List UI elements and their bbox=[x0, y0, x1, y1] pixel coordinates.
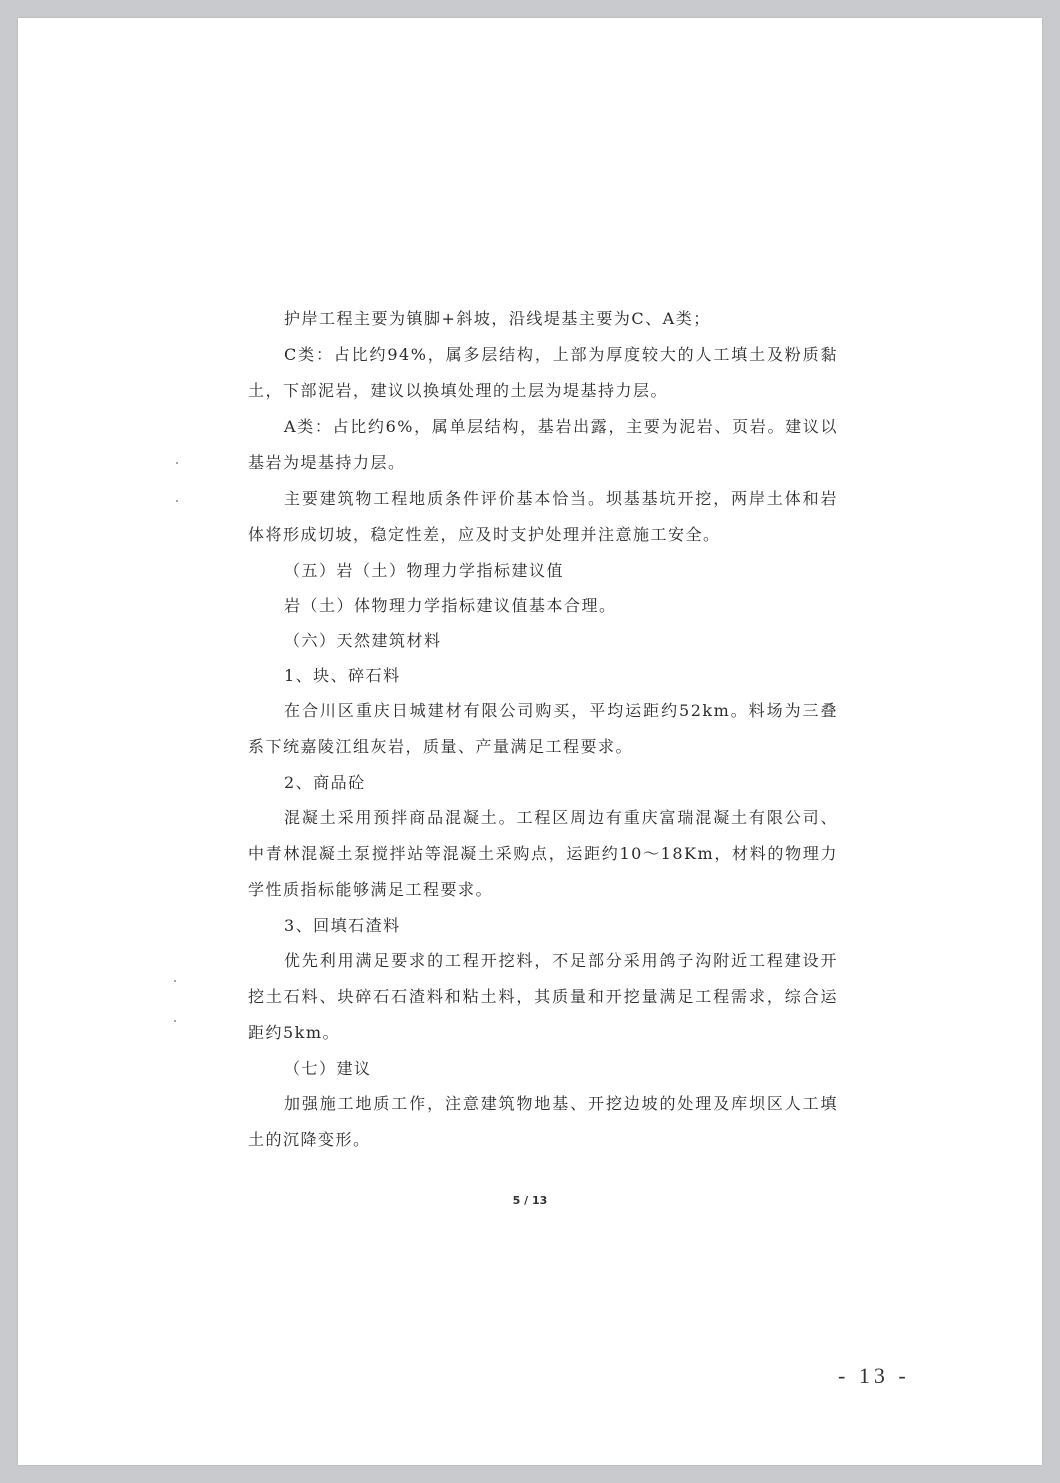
section-heading: （六）天然建筑材料 bbox=[284, 631, 442, 650]
outer-page-number: - 13 - bbox=[838, 1363, 910, 1388]
section-heading: （七）建议 bbox=[284, 1059, 372, 1078]
paragraph: 在合川区重庆日城建材有限公司购买，平均运距约52km。料场为三叠系下统嘉陵江组灰岩，质量、产量满足工程要求。 bbox=[248, 701, 838, 756]
subsection-heading: 2、商品砼 bbox=[284, 773, 366, 792]
paragraph: 岩（土）体物理力学指标建议值基本合理。 bbox=[284, 596, 617, 615]
paragraph: C类：占比约94%，属多层结构，上部为厚度较大的人工填土及粉质黏土，下部泥岩，建议以换填处理的土层为堤基持力层。 bbox=[248, 345, 838, 400]
paragraph: 主要建筑物工程地质条件评价基本恰当。坝基基坑开挖，两岸土体和岩体将形成切坡，稳定性差，应及时支护处理并注意施工安全。 bbox=[248, 489, 838, 544]
paragraph: 加强施工地质工作，注意建筑物地基、开挖边坡的处理及库坝区人工填土的沉降变形。 bbox=[248, 1094, 838, 1149]
document-page bbox=[18, 18, 1042, 1465]
paragraph: A类：占比约6%，属单层结构，基岩出露，主要为泥岩、页岩。建议以基岩为堤基持力层。 bbox=[248, 417, 838, 472]
document-body bbox=[248, 301, 838, 1158]
paragraph: 优先利用满足要求的工程开挖料，不足部分采用鸽子沟附近工程建设开挖土石料、块碎石石渣料和粘土料，其质量和开挖量满足工程需求，综合运距约5km。 bbox=[248, 951, 838, 1042]
scan-speck bbox=[176, 500, 178, 502]
scan-speck bbox=[176, 462, 178, 464]
paragraph: 混凝土采用预拌商品混凝土。工程区周边有重庆富瑞混凝土有限公司、中青林混凝土泵搅拌站等混凝土采购点，运距约10～18Km，材料的物理力学性质指标能够满足工程要求。 bbox=[248, 808, 838, 899]
scan-speck bbox=[174, 980, 176, 982]
inner-page-number: 5 / 13 bbox=[512, 1194, 548, 1207]
subsection-heading: 1、块、碎石料 bbox=[284, 666, 401, 685]
subsection-heading: 3、回填石渣料 bbox=[284, 916, 401, 935]
section-heading: （五）岩（土）物理力学指标建议值 bbox=[284, 561, 565, 580]
paragraph: 护岸工程主要为镇脚+斜坡，沿线堤基主要为C、A类； bbox=[284, 309, 711, 328]
scan-speck bbox=[174, 1020, 176, 1022]
